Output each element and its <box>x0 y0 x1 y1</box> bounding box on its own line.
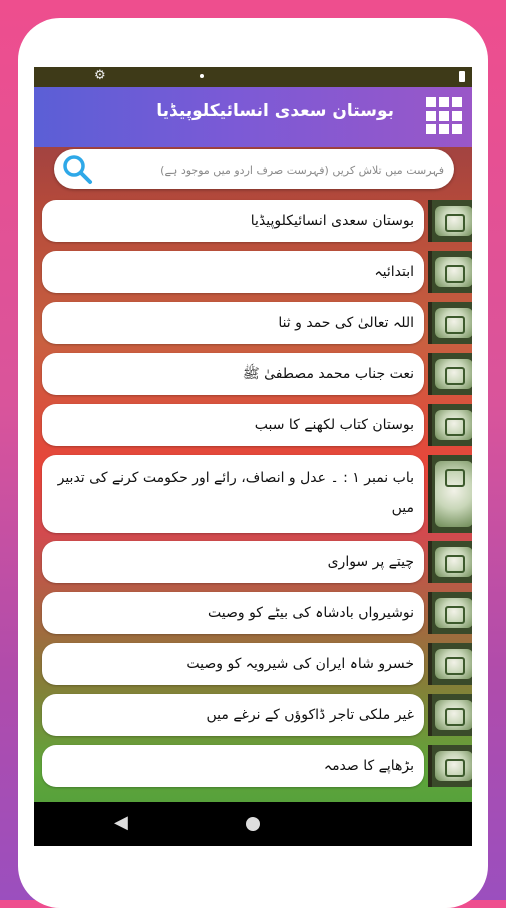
home-circle-icon[interactable] <box>246 817 260 831</box>
app-title: بوستان سعدی انسائیکلوپیڈیا <box>156 101 394 121</box>
grid-menu-icon[interactable] <box>426 97 464 135</box>
search-icon[interactable] <box>60 153 94 185</box>
thumbnail-image <box>428 353 472 395</box>
list-item[interactable] <box>42 302 472 344</box>
list-item[interactable] <box>42 541 472 583</box>
back-triangle-icon[interactable]: ◀ <box>114 812 128 833</box>
list-item-bubble[interactable] <box>42 745 424 787</box>
list-item-label: باب نمبر ۱ : ۔ عدل و انصاف، رائے اور حکومت کرنے کی تدبیر میں <box>57 470 414 516</box>
app-bar <box>34 87 472 147</box>
search-input[interactable] <box>102 155 446 185</box>
list-item-bubble[interactable] <box>42 455 424 533</box>
list-item-label: بوستان سعدی انسائیکلوپیڈیا <box>250 213 414 229</box>
list-item-label: نوشیرواں بادشاہ کی بیٹے کو وصیت <box>208 605 414 621</box>
list-item[interactable] <box>42 592 472 634</box>
list-item[interactable] <box>42 455 472 533</box>
thumbnail-image <box>428 541 472 583</box>
thumbnail-image <box>428 592 472 634</box>
list-item[interactable] <box>42 643 472 685</box>
list-item-bubble[interactable] <box>42 592 424 634</box>
list-item[interactable] <box>42 694 472 736</box>
list-item-label: ابتدائیہ <box>374 264 414 280</box>
list-item-label: بوستان کتاب لکھنے کا سبب <box>254 417 414 433</box>
gear-icon: ⚙ <box>94 68 106 83</box>
thumbnail-image <box>428 694 472 736</box>
list-item[interactable] <box>42 404 472 446</box>
list-item-label: نعت جناب محمد مصطفیٰ ﷺ <box>242 366 414 382</box>
list-item[interactable] <box>42 251 472 293</box>
search-bar <box>54 149 454 189</box>
list-item-label: خسرو شاہ ایران کی شیرویہ کو وصیت <box>186 656 414 672</box>
battery-icon <box>459 71 465 82</box>
list-item-bubble[interactable] <box>42 251 424 293</box>
thumbnail-image <box>428 455 472 533</box>
list-item-label: اللہ تعالیٰ کی حمد و ثنا <box>278 315 414 331</box>
thumbnail-image <box>428 404 472 446</box>
app-screen <box>34 67 472 846</box>
thumbnail-image <box>428 643 472 685</box>
list-item-label: بڑھاپے کا صدمہ <box>323 758 414 774</box>
list-item-bubble[interactable] <box>42 200 424 242</box>
thumbnail-image <box>428 745 472 787</box>
navigation-bar <box>34 802 472 846</box>
list-item-bubble[interactable] <box>42 643 424 685</box>
list-item-label: چیتے پر سواری <box>327 554 414 570</box>
list-item[interactable] <box>42 200 472 242</box>
list-item[interactable] <box>42 353 472 395</box>
thumbnail-image <box>428 251 472 293</box>
list-item-bubble[interactable] <box>42 694 424 736</box>
thumbnail-image <box>428 302 472 344</box>
notification-dot-icon <box>200 74 204 78</box>
list-item-label: غیر ملکی تاجر ڈاکوؤں کے نرغے میں <box>206 707 414 723</box>
list-item[interactable] <box>42 745 472 787</box>
list-item-bubble[interactable] <box>42 541 424 583</box>
list-item-bubble[interactable] <box>42 353 424 395</box>
thumbnail-image <box>428 200 472 242</box>
status-bar <box>34 67 472 87</box>
list-item-bubble[interactable] <box>42 404 424 446</box>
list-item-bubble[interactable] <box>42 302 424 344</box>
